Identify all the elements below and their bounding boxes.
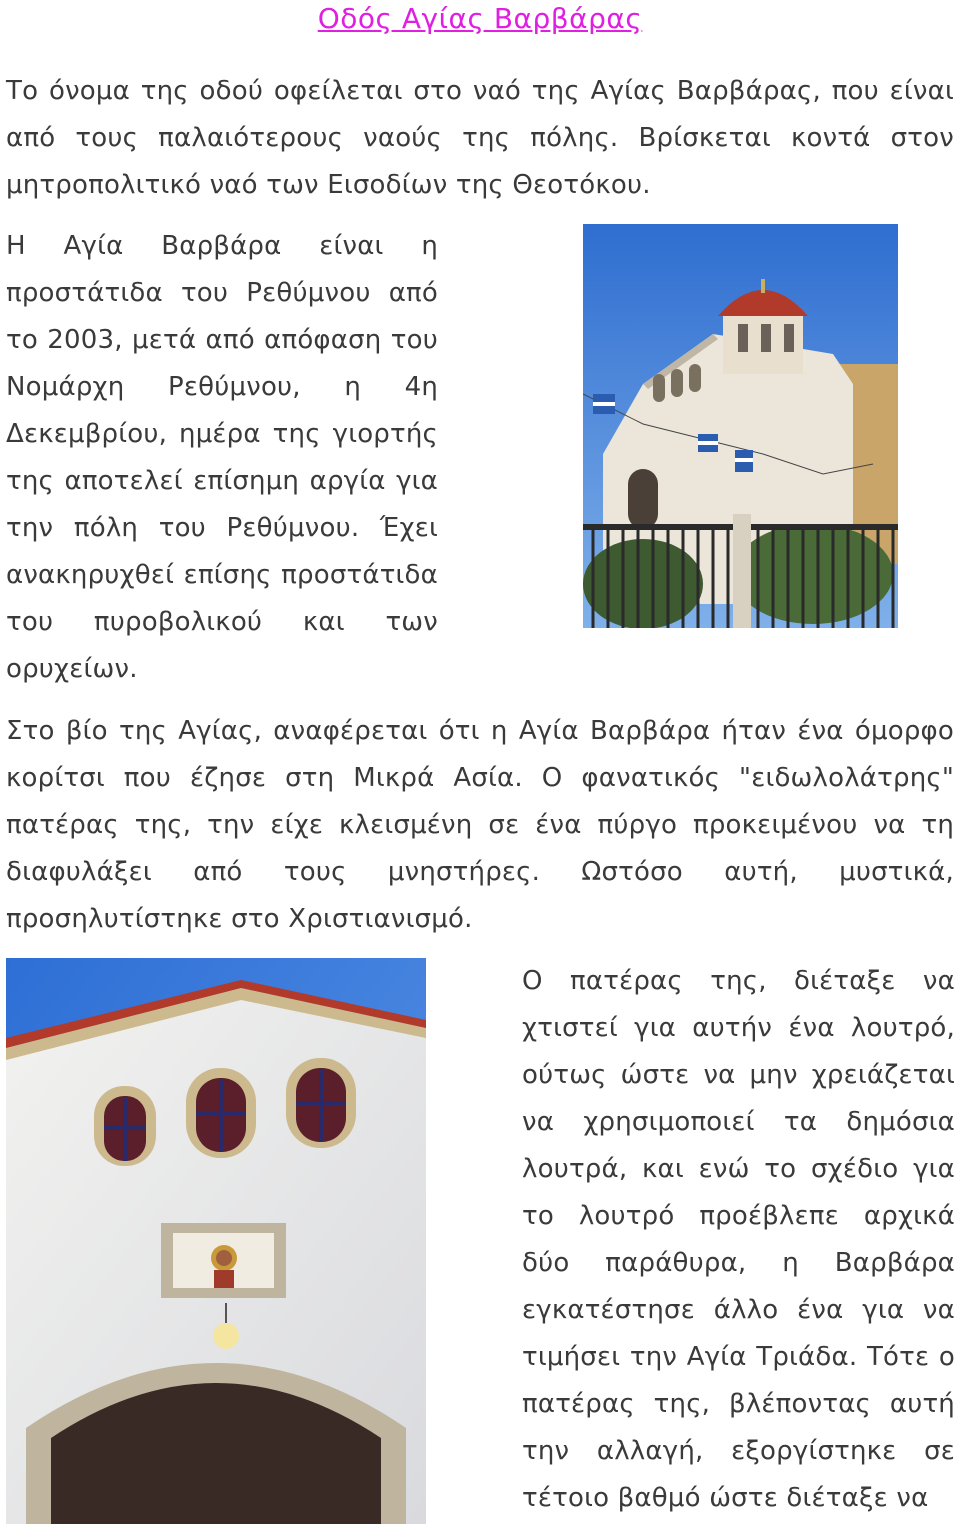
facade-photo <box>6 958 426 1524</box>
patron-paragraph: Η Αγία Βαρβάρα είναι η προστάτιδα του Ρεθύμνου από το 2003, μετά από απόφαση του Νομάρχη Ρεθύμνου, η 4η Δεκεμβρίου, ημέρα της γιορτής της αποτελεί επίσημη αργία για την πόλη του Ρεθύμνου. Έχει ανακηρυχθεί επίσης προστάτιδα του πυροβολικού και των ορυχείων. <box>6 231 438 684</box>
bio-paragraph: Στο βίο της Αγίας, αναφέρεται ότι η Αγία Βαρβάρα ήταν ένα όμορφο κορίτσι που έζησε στη Μικρά Ασία. Ο φανατικός "ειδωλολάτρης" πατέρας της, την είχε κλεισμένη σε ένα πύργο προκειμένου να τη διαφυλάξει από τους μνηστήρες. Ωστόσο αυτή, μυστικά, προσηλυτίστηκε στο Χριστιανισμό. <box>6 716 954 934</box>
church-photo <box>583 224 898 628</box>
bath-paragraph: Ο πατέρας της, διέταξε να χτιστεί για αυτήν ένα λουτρό, ούτως ώστε να μην χρειάζεται να χρησιμοποιεί τα δημόσια λουτρά, και ενώ το σχέδιο για το λουτρό προέβλεπε αρχικά δύο παράθυρα, η Βαρβάρα εγκατέστησε άλλο ένα για να τιμήσει την Αγία Τριάδα. Τότε ο πατέρας της, βλέποντας αυτή την αλλαγή, εξοργίστηκε σε τέτοιο βαθμό ώστε διέταξε να <box>522 966 955 1513</box>
page-title[interactable]: Οδός Αγίας Βαρβάρας <box>317 2 643 35</box>
intro-paragraph: Το όνομα της οδού οφείλεται στο ναό της Αγίας Βαρβάρας, που είναι από τους παλαιότερους ναούς της πόλης. Βρίσκεται κοντά στον μητροπολιτικό ναό των Εισοδίων της Θεοτόκου. <box>6 76 954 200</box>
